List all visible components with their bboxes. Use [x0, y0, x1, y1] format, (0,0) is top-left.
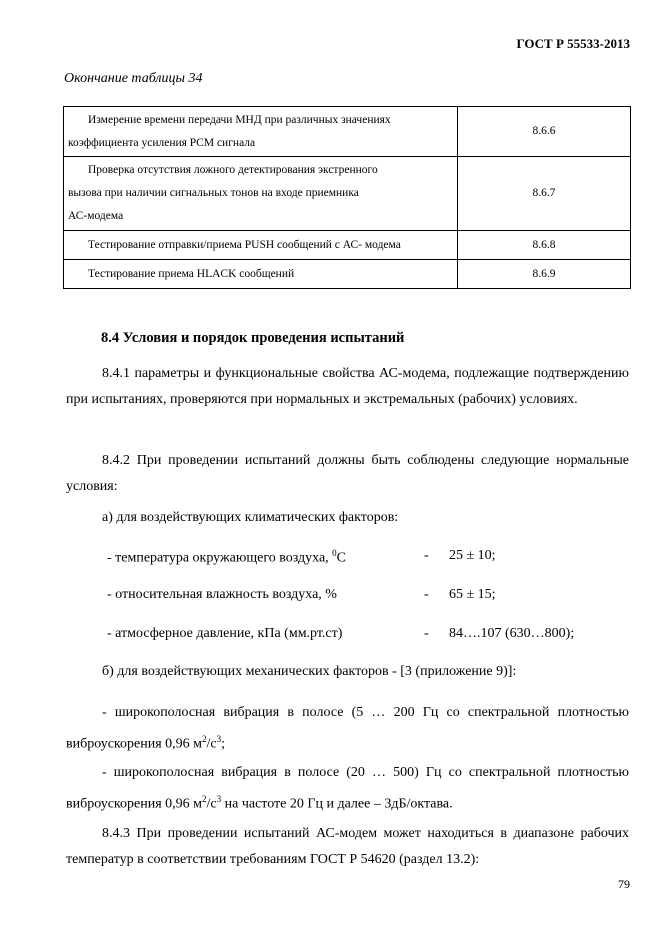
climatic-item-value: 84….107 (630…800); [449, 626, 575, 641]
cell-line: АС-модема [68, 210, 124, 222]
vibration-item-2 [66, 760, 629, 818]
table-row [64, 231, 631, 260]
table-cell-reference: 8.6.8 [458, 231, 631, 260]
requirements-table [63, 106, 631, 289]
cell-line: коэффициента усиления PCM сигнала [68, 136, 256, 149]
table-cell-description [64, 260, 458, 289]
degree-superscript: 0 [332, 548, 337, 558]
table-cell-reference: 8.6.9 [458, 260, 631, 289]
table-cell-description [64, 231, 458, 260]
climatic-item-humidity [107, 587, 627, 603]
climatic-item-dash: - [424, 548, 429, 563]
vibration-end: на частоте 20 Гц и далее – 3дБ/октава. [221, 796, 453, 812]
climatic-item-temperature [107, 548, 627, 567]
table-cell-reference: 8.6.6 [458, 107, 631, 157]
vibration-item-1 [66, 700, 629, 758]
table-cell-description [64, 107, 458, 157]
table-cell-description [64, 157, 458, 231]
table-row [64, 260, 631, 289]
cell-line: вызова при наличии сигнальных тонов на входе приемника [68, 187, 359, 199]
section-title: 8.4 Условия и порядок проведения испытаний [101, 330, 405, 346]
superscript: 2 [202, 734, 207, 744]
temperature-unit: С [336, 550, 347, 566]
superscript: 3 [216, 794, 222, 804]
paragraph-8-4-3: 8.4.3 При проведении испытаний АС-модем может находиться в диапазоне рабочих температур в соответствии требованиям ГОСТ Р 54620 (раздел 13.2): [66, 826, 629, 867]
table-row [64, 157, 631, 231]
cell-line: Тестирование приема HLACK сообщений [88, 267, 295, 280]
climatic-item-value: 65 ± 15; [449, 587, 496, 602]
paragraph-8-4-1: 8.4.1 параметры и функциональные свойства АС-модема, подлежащие подтверждению при испытаниях, проверяются при нормальных и экстремальных (рабочих) условиях. [66, 366, 629, 407]
superscript: 3 [216, 734, 222, 744]
table-cell-reference: 8.6.7 [458, 157, 631, 231]
climatic-item-label: - атмосферное давление, кПа (мм.рт.ст) [107, 626, 343, 641]
climatic-item-pressure [107, 626, 627, 642]
climatic-item-dash: - [424, 587, 429, 602]
document-standard-header: ГОСТ Р 55533-2013 [516, 36, 630, 51]
vibration-unit: /с [206, 736, 217, 752]
vibration-end: ; [221, 736, 225, 752]
page-number: 79 [618, 877, 630, 891]
climatic-factors-heading: а) для воздействующих климатических факторов: [102, 510, 399, 525]
table-caption: Окончание таблицы 34 [64, 71, 203, 86]
climatic-item-label: - температура окружающего воздуха, [107, 550, 329, 566]
climatic-item-dash: - [424, 626, 429, 641]
superscript: 2 [202, 794, 207, 804]
vibration-text: - широкополосная вибрация в полосе (20 … 500) Гц со спектральной плотностью виброускорения 0,96 м [66, 765, 629, 812]
table-row [64, 107, 631, 157]
cell-line: Тестирование отправки/приема PUSH сообщений с АС- модема [88, 238, 401, 251]
climatic-item-label: - относительная влажность воздуха, % [107, 587, 337, 602]
mechanical-factors-heading: б) для воздействующих механических факторов - [3 (приложение 9)]: [102, 664, 517, 679]
vibration-unit: /с [206, 796, 217, 812]
cell-line: Проверка отсутствия ложного детектирования экстренного [88, 164, 378, 176]
vibration-text: - широкополосная вибрация в полосе (5 … 200 Гц со спектральной плотностью виброускорения 0,96 м [66, 705, 629, 752]
cell-line: Измерение времени передачи МНД при различных значениях [88, 113, 391, 126]
paragraph-8-4-2: 8.4.2 При проведении испытаний должны быть соблюдены следующие нормальные условия: [66, 453, 629, 494]
climatic-item-value: 25 ± 10; [449, 548, 496, 563]
